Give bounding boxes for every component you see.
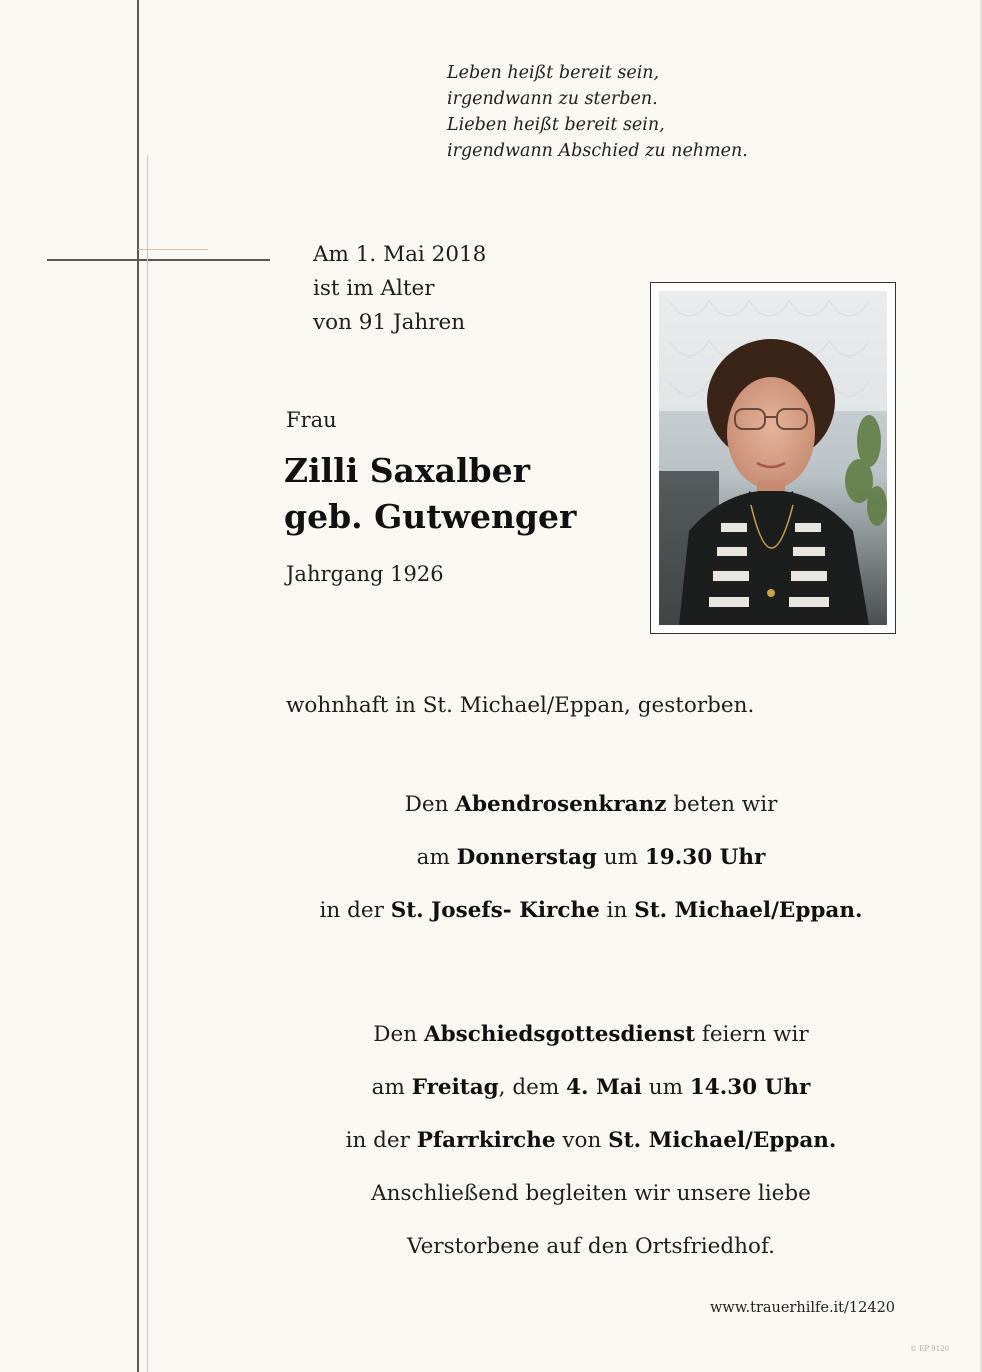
funeral-line-5: Verstorbene auf den Ortsfriedhof.: [407, 1234, 775, 1259]
funeral-line-3: in der Pfarrkirche von St. Michael/Eppan.: [345, 1128, 837, 1153]
poem-line: Lieben heißt bereit sein,: [447, 115, 665, 135]
rosary-line-2: am Donnerstag um 19.30 Uhr: [416, 845, 766, 870]
cross-accent-horizontal: [138, 249, 208, 250]
rosary-announcement: [286, 778, 896, 937]
portrait-frame: [650, 282, 896, 634]
birth-year: Jahrgang 1926: [286, 562, 444, 586]
intro-line: ist im Alter: [313, 276, 435, 301]
rosary-line-1: Den Abendrosenkranz beten wir: [404, 792, 778, 817]
cross-vertical-line: [137, 0, 139, 1372]
salutation: Frau: [286, 408, 337, 432]
print-code: © EP 9120: [910, 1345, 950, 1353]
funeral-line-2: am Freitag, dem 4. Mai um 14.30 Uhr: [371, 1075, 811, 1100]
website-link[interactable]: www.trauerhilfe.it/12420: [710, 1300, 896, 1316]
maiden-name-line: geb. Gutwenger: [284, 497, 577, 536]
portrait-photo: [659, 291, 887, 625]
intro-line: von 91 Jahren: [313, 310, 466, 335]
poem-line: Leben heißt bereit sein,: [447, 63, 660, 83]
funeral-line-4: Anschließend begleiten wir unsere liebe: [371, 1181, 811, 1206]
cross-horizontal-line: [47, 259, 270, 261]
portrait-illustration: [659, 291, 887, 625]
residence-line: wohnhaft in St. Michael/Eppan, gestorben.: [286, 693, 755, 718]
funeral-line-1: Den Abschiedsgottesdienst feiern wir: [373, 1022, 809, 1047]
cross-accent-vertical: [147, 155, 148, 1372]
poem-line: irgendwann Abschied zu nehmen.: [447, 141, 748, 161]
poem-verse: [447, 60, 867, 164]
deceased-name: [284, 448, 576, 540]
intro-line: Am 1. Mai 2018: [313, 242, 487, 267]
name-line: Zilli Saxalber: [284, 451, 530, 490]
poem-line: irgendwann zu sterben.: [447, 89, 658, 109]
funeral-announcement: [286, 1008, 896, 1273]
rosary-line-3: in der St. Josefs- Kirche in St. Michael/Eppan.: [319, 898, 863, 923]
death-date-intro: [313, 238, 486, 340]
